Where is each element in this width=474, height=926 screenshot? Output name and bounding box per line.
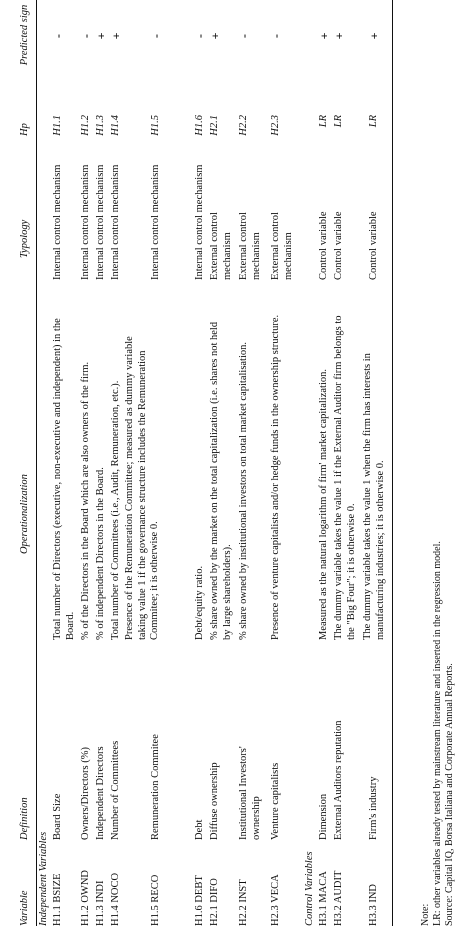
row-typology: Internal control mechanism — [95, 164, 106, 280]
row-typology: Internal control mechanism — [110, 164, 121, 280]
row-definition: Owners/Directors (%) — [80, 746, 91, 840]
table-header — [0, 0, 34, 926]
row-definition: Firm's industry — [368, 776, 379, 840]
row-sign: - — [51, 34, 65, 38]
row-definition: Debt — [194, 819, 205, 840]
bottom-rule — [392, 0, 393, 926]
note-source: Source: Capital IQ, Borsa Italiana and Corporate Annual Reports. — [444, 663, 455, 926]
row-typology: External control mechanism — [270, 212, 294, 280]
row-hp: H1.5 — [150, 115, 161, 136]
row-sign: - — [237, 34, 251, 38]
row-definition: Independent Directors — [95, 746, 106, 840]
row-sign: + — [94, 32, 108, 40]
row-hp: LR — [318, 115, 329, 128]
row-variable: H1.2 OWND — [80, 870, 91, 926]
row-definition: Diffuse ownership — [209, 762, 220, 840]
row-typology: Internal control mechanism — [194, 164, 205, 280]
row-variable: H1.5 RECO — [150, 874, 161, 926]
row-operationalization: Measured as the natural logarithm of firm' market capitalization. — [318, 368, 329, 640]
row-hp: LR — [368, 115, 379, 128]
row-typology: Control variable — [318, 211, 329, 280]
row-typology: External control mechanism — [209, 212, 233, 280]
row-variable: H3.3 IND — [368, 884, 379, 926]
row-sign: + — [208, 32, 222, 40]
header-definition: Definition — [19, 797, 30, 840]
row-sign: - — [149, 34, 163, 38]
row-operationalization: % of independent Directors in the Board. — [95, 467, 106, 640]
header-predicted-sign: Predicted sign — [19, 4, 30, 66]
row-hp: H1.4 — [110, 115, 121, 136]
row-hp: H1.3 — [95, 115, 106, 136]
row-sign: - — [269, 34, 283, 38]
header-variable: Variable — [19, 890, 30, 926]
row-sign: + — [109, 32, 123, 40]
header-rule — [36, 0, 37, 926]
row-definition: Board Size — [52, 793, 63, 840]
row-sign: - — [193, 34, 207, 38]
row-hp: H1.2 — [80, 115, 91, 136]
table-notes — [420, 0, 456, 926]
row-operationalization: Presence of venture capitalists and/or hedge funds in the ownership structure. — [270, 314, 281, 640]
section-control: Control Variables — [304, 851, 315, 926]
row-definition: Venture capitalists — [270, 762, 281, 840]
row-definition: Number of Committees — [110, 740, 121, 840]
row-sign: + — [367, 32, 381, 40]
row-typology: Control variable — [333, 211, 344, 280]
header-typology: Typology — [19, 219, 30, 258]
row-operationalization: Presence of the Remuneration Committee; measured as dummy variable taking value 1 if the governance structure includes the Remuneration Commitee; it is otherwise 0. — [124, 336, 161, 640]
row-sign: + — [332, 32, 346, 40]
note-lr: LR: other variables already tested by mainstream literature and inserted in the regression model. — [432, 541, 443, 926]
row-definition: External Auditors reputation — [333, 720, 344, 840]
row-variable: H1.4 NOCO — [110, 872, 121, 926]
row-definition: Institutional Investors' ownership — [238, 746, 262, 840]
section-independent: Independent Variables — [38, 831, 49, 926]
row-operationalization: The dummy variable takes the value 1 if the External Auditor firm belongs to the "Big Four"; it is otherwise 0. — [333, 315, 357, 640]
row-operationalization: % of the Directors in the Board which are also owners of the firm. — [80, 361, 91, 640]
row-sign: + — [317, 32, 331, 40]
row-hp: H2.2 — [238, 115, 249, 136]
row-operationalization: Debt/equity ratio. — [194, 565, 205, 640]
row-typology: External control mechanism — [238, 212, 262, 280]
row-hp: LR — [333, 115, 344, 128]
row-variable: H1.3 INDI — [95, 880, 106, 926]
row-typology: Internal control mechanism — [150, 164, 161, 280]
row-variable: H3.2 AUDIT — [333, 870, 344, 926]
row-hp: H1.1 — [52, 115, 63, 136]
row-variable: H3.1 MACA — [318, 871, 329, 926]
row-operationalization: Total number of Committees (i.e., Audit, Remuneration, etc.). — [110, 380, 121, 640]
row-definition: Remuneration Commitee — [150, 734, 161, 840]
row-variable: H1.6 DEBT — [194, 875, 205, 926]
row-typology: Control variable — [368, 211, 379, 280]
row-variable: H1.1 BSIZE — [52, 873, 63, 926]
row-definition: Dimension — [318, 793, 329, 840]
row-sign: - — [79, 34, 93, 38]
row-operationalization: Total number of Directors (executive, non-executive and independent) in the Board. — [52, 318, 76, 640]
row-hp: H2.1 — [209, 115, 220, 136]
row-hp: H2.3 — [270, 115, 281, 136]
header-operationalization: Operationalization — [19, 474, 30, 554]
row-operationalization: % share owned by the market on the total capitalization (i.e. shares not held by large shareholders). — [209, 321, 233, 640]
row-typology: Internal control mechanism — [80, 164, 91, 280]
row-hp: H1.6 — [194, 115, 205, 136]
row-variable: H2.1 DIFO — [209, 878, 220, 926]
header-hp: Hp — [19, 123, 30, 136]
note-label: Note: — [420, 903, 431, 926]
row-operationalization: % share owned by institutional investors on total market capitalisation. — [238, 341, 249, 640]
row-typology: Internal control mechanism — [52, 164, 63, 280]
row-variable: H2.3 VECA — [270, 874, 281, 926]
row-operationalization: The dummy variable takes the value 1 when the firm has interests in manufacturing industries; it is otherwise 0. — [362, 353, 386, 640]
row-variable: H2.2 INST — [238, 879, 249, 926]
